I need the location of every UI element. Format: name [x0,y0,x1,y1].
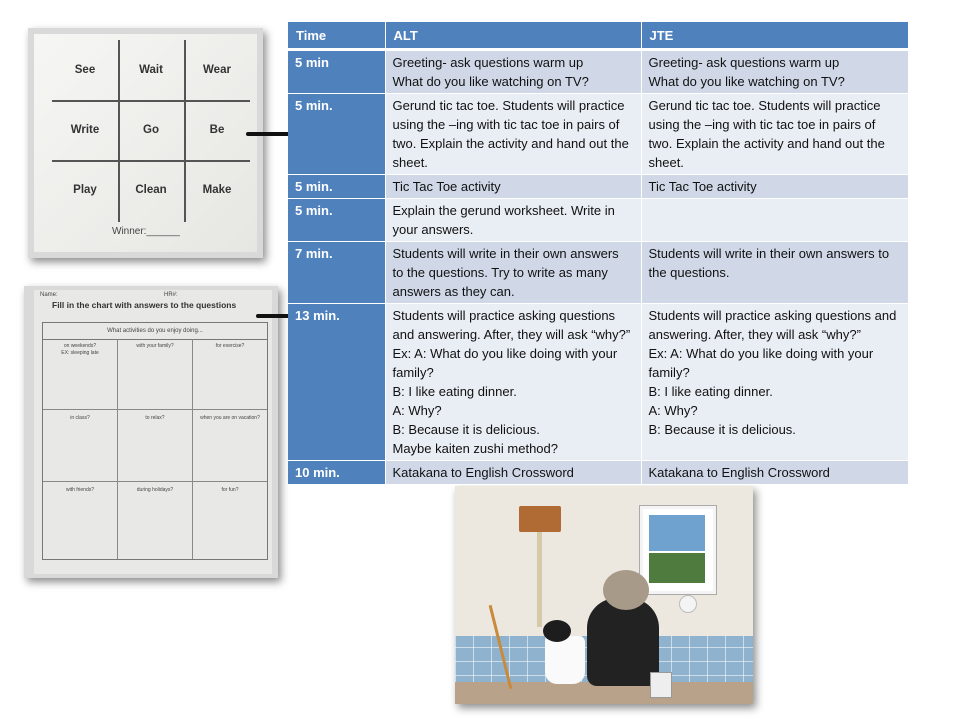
jte-cell-line: B: I like eating dinner. [648,384,773,399]
jte-cell [641,50,908,94]
jte-cell-line: What do you like watching on TV? [648,74,845,89]
toilet-pipe [537,532,542,627]
worksheet-prompt: during holidays? [136,487,174,493]
worksheet-prompt: when you are on vacation? [200,415,260,421]
small-can [650,672,672,698]
alt-cell-line: B: Because it is delicious. [392,422,540,437]
alt-cell [385,50,641,94]
ttt-cell: See [74,64,96,76]
jte-cell-line: A: Why? [648,403,698,418]
chart-divider [43,409,267,410]
time-cell: 5 min. [288,175,385,199]
worksheet-prompt: for exercise? [215,343,245,349]
chart-divider [43,481,267,482]
table-row [288,199,908,242]
worksheet-title: Fill in the chart with answers to the questions [52,300,237,310]
chart-divider [117,339,118,559]
window-picture [640,506,716,594]
alt-cell [385,242,641,304]
table-row [288,304,908,461]
alt-cell-line: Ex: A: What do you like doing with your family? [392,346,618,380]
alt-cell-line: B: I like eating dinner. [392,384,517,399]
toy-toilet [545,636,585,684]
jte-cell-line: Students will write in their own answers to the questions. [648,246,890,280]
jte-cell-line: Gerund tic tac toe. Students will practice using the –ing with tic tac toe in pairs of two. Explain the activity and hand out the sheet. [648,98,885,170]
jte-cell [641,304,908,461]
alt-cell-line: Students will write in their own answers to the questions. Try to write as many answers as they can. [392,246,619,299]
worksheet-prompt: to relax? [145,415,165,421]
cat-bathroom-photo [455,486,753,704]
jte-cell-line: Students will practice asking questions and answering. After, they will ask “why?” [648,308,897,342]
jte-cell [641,242,908,304]
alt-cell-line: Explain the gerund worksheet. Write in your answers. [392,203,615,237]
winner-label: Winner:______ [112,226,180,237]
ttt-cell: Wait [139,64,163,76]
alt-cell [385,461,641,485]
alt-cell-line: Students will practice asking questions and answering. After, they will ask “why?” [392,308,631,342]
time-cell: 5 min. [288,94,385,175]
gerund-worksheet-photo [24,286,278,578]
worksheet-chart-title: What activities do you enjoy doing... [43,323,267,340]
alt-cell-line: Gerund tic tac toe. Students will practice using the –ing with tic tac toe in pairs of two. Explain the activity and hand out the sheet. [392,98,629,170]
table-row [288,242,908,304]
jte-cell-line: Greeting- ask questions warm up [648,55,840,70]
table-header-row [288,22,908,50]
worksheet-prompt: in class? [70,415,90,421]
time-cell: 5 min [288,50,385,94]
tic-tac-toe-grid [52,40,250,222]
alt-cell-line: What do you like watching on TV? [392,74,589,89]
jte-cell [641,94,908,175]
worksheet-prompt: on weekends? [63,343,97,349]
worksheet-example: EX: sleeping late [61,350,99,356]
tic-tac-toe-sheet-photo [28,28,263,258]
jte-cell-line: B: Because it is delicious. [648,422,796,437]
table-row [288,50,908,94]
alt-cell [385,175,641,199]
header-jte: JTE [641,22,908,50]
worksheet-prompt: with friends? [65,487,95,493]
time-cell: 7 min. [288,242,385,304]
alt-cell-line: Tic Tac Toe activity [392,179,501,194]
table-row [288,94,908,175]
header-time: Time [288,22,385,50]
time-cell: 5 min. [288,199,385,242]
worksheet-prompt: for fun? [221,487,239,493]
chart-divider [192,339,193,559]
ttt-cell: Be [209,124,225,136]
worksheet-prompt: with your family? [136,343,174,349]
lesson-plan-table [288,22,909,485]
time-cell: 13 min. [288,304,385,461]
ttt-cell: Go [143,124,159,136]
alt-cell [385,94,641,175]
window-sky [649,515,705,551]
worksheet-homeroom-label: HR#: [164,292,178,298]
ttt-cell: Clean [135,184,167,196]
ttt-cell: Play [73,184,97,196]
table-row [288,175,908,199]
wooden-toilet-tank [519,506,561,532]
header-alt: ALT [385,22,641,50]
alt-cell-line: Maybe kaiten zushi method? [392,441,558,456]
alt-cell-line: Greeting- ask questions warm up [392,55,584,70]
toilet-seat [543,620,571,642]
alt-cell [385,304,641,461]
worksheet-paper [34,290,272,574]
jte-cell [641,199,908,242]
cat-head [603,570,649,610]
window-plants [649,553,705,583]
worksheet-name-label: Name: [40,292,58,298]
jte-cell-line: Ex: A: What do you like doing with your family? [648,346,874,380]
jte-cell-line: Tic Tac Toe activity [648,179,757,194]
tic-tac-toe-paper [34,34,257,252]
ttt-cell: Make [202,184,232,196]
jte-cell [641,461,908,485]
toilet-paper-roll [680,596,696,612]
alt-cell-line: Katakana to English Crossword [392,465,574,480]
time-cell: 10 min. [288,461,385,485]
alt-cell-line: A: Why? [392,403,442,418]
table-row [288,461,908,485]
jte-cell [641,175,908,199]
lesson-plan-body [288,50,908,485]
cat-in-suit [587,598,659,686]
alt-cell [385,199,641,242]
worksheet-chart [42,322,268,560]
ttt-cell: Wear [203,64,231,76]
jte-cell-line: Katakana to English Crossword [648,465,830,480]
ttt-cell: Write [70,124,100,136]
